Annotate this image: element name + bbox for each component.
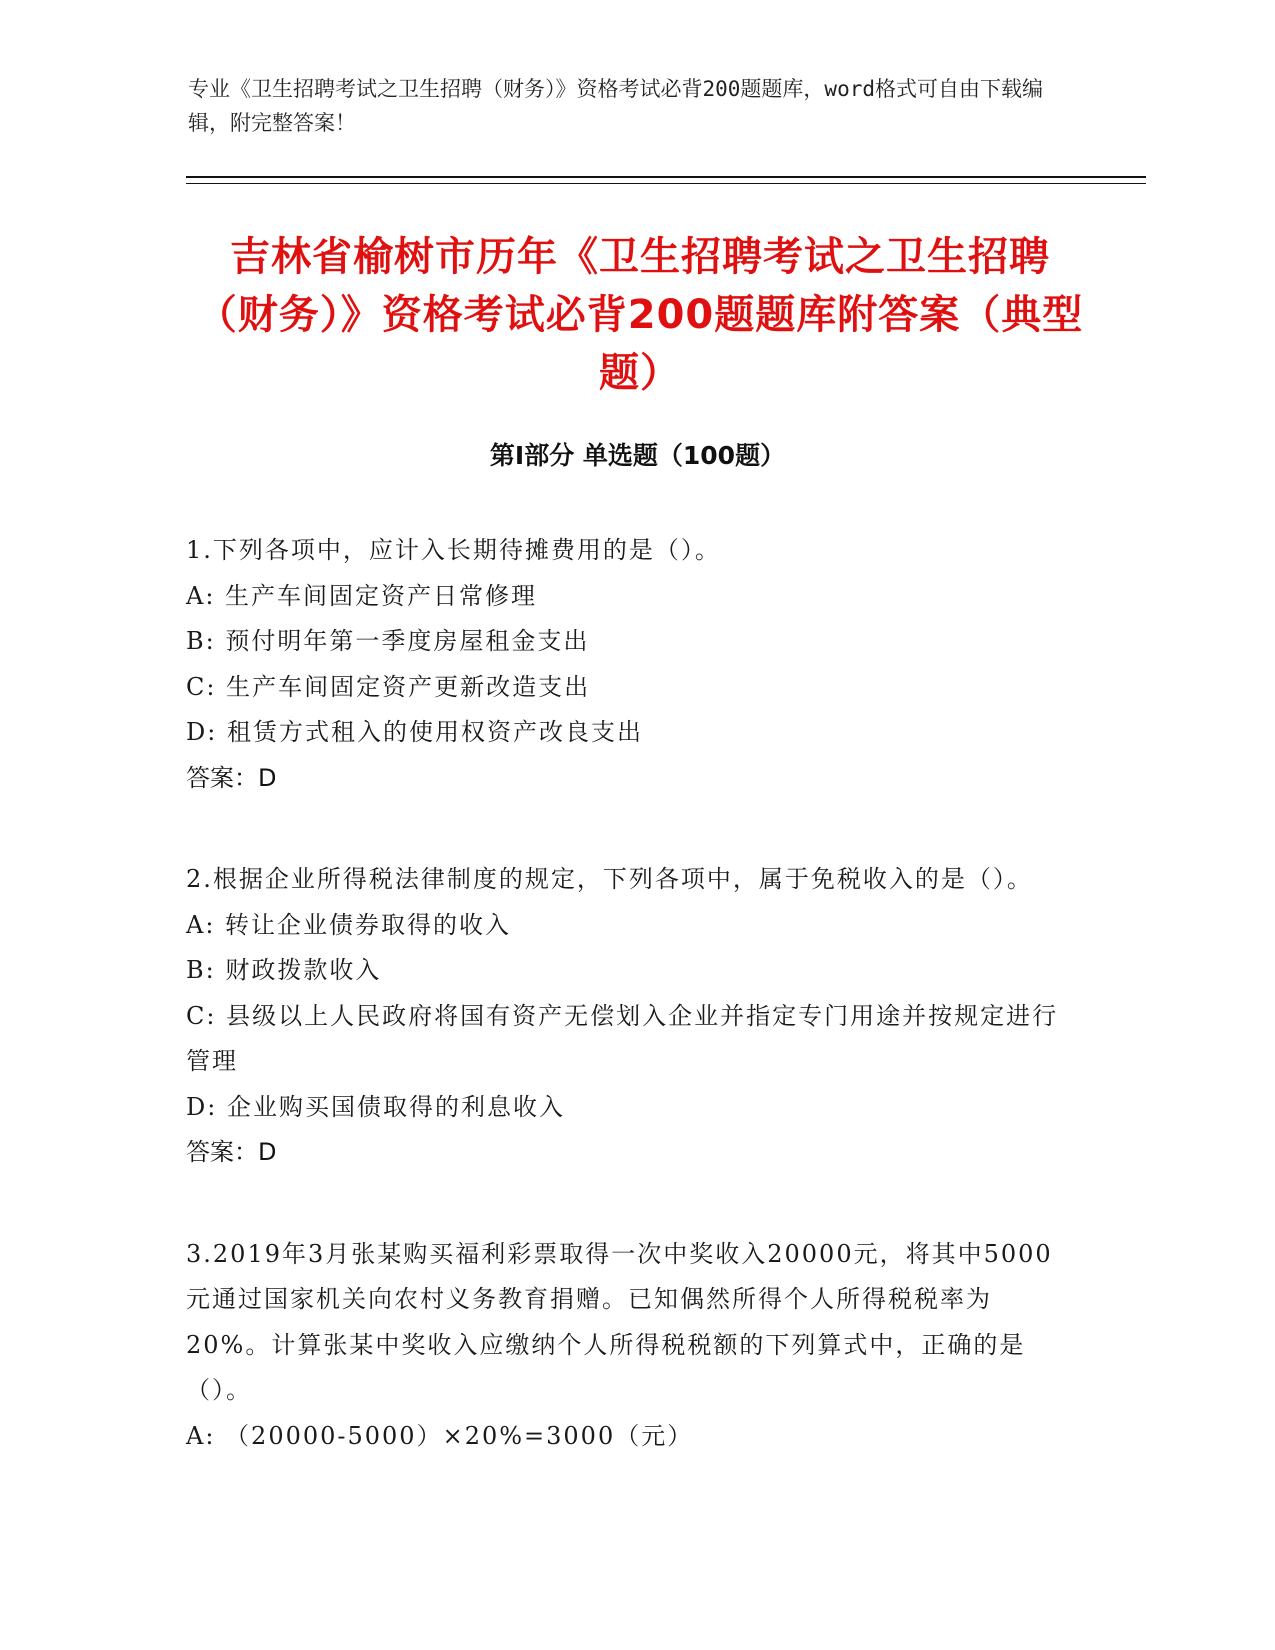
option-c: C: 县级以上人民政府将国有资产无偿划入企业并指定专门用途并按规定进行管理	[186, 1001, 1059, 1075]
document-title: 吉林省榆树市历年《卫生招聘考试之卫生招聘（财务）》资格考试必背200题题库附答案（典型题）	[196, 234, 1084, 396]
question-1	[186, 528, 1076, 801]
option-b: B: 预付明年第一季度房屋租金支出	[186, 627, 590, 655]
option-a: A: 转让企业债券取得的收入	[186, 910, 512, 939]
option-d: D: 企业购买国债取得的利息收入	[186, 1092, 565, 1121]
question-2	[186, 857, 1076, 1176]
option-a: A: （20000-5000）×20%=3000（元）	[186, 1421, 694, 1450]
option-d: D: 租赁方式租入的使用权资产改良支出	[186, 718, 643, 746]
option-a: A: 生产车间固定资产日常修理	[186, 581, 538, 610]
option-c: C: 生产车间固定资产更新改造支出	[186, 672, 591, 701]
answer: 答案：D	[186, 763, 277, 792]
question-stem: 3.2019年3月张某购买福利彩票取得一次中奖收入20000元，将其中5000元通过国家机关向农村义务教育捐赠。已知偶然所得个人所得税税率为20%。计算张某中奖收入应缴纳个人所得税税额的下列算式中，正确的是（）。	[186, 1239, 1053, 1404]
section-title: 第I部分 单选题（100题）	[489, 441, 786, 470]
question-list	[186, 528, 1076, 1515]
header-divider-thick	[186, 176, 1146, 178]
question-stem: 1.下列各项中，应计入长期待摊费用的是（）。	[186, 536, 721, 564]
answer: 答案：D	[186, 1138, 277, 1166]
option-b: B: 财政拨款收入	[186, 956, 382, 984]
question-stem: 2.根据企业所得税法律制度的规定，下列各项中，属于免税收入的是（）。	[186, 865, 1033, 893]
header-note: 专业《卫生招聘考试之卫生招聘（财务）》资格考试必背200题题库，word格式可自由下载编辑，附完整答案！	[188, 77, 1043, 135]
header-divider-thin	[186, 183, 1146, 184]
question-3	[186, 1232, 1076, 1460]
